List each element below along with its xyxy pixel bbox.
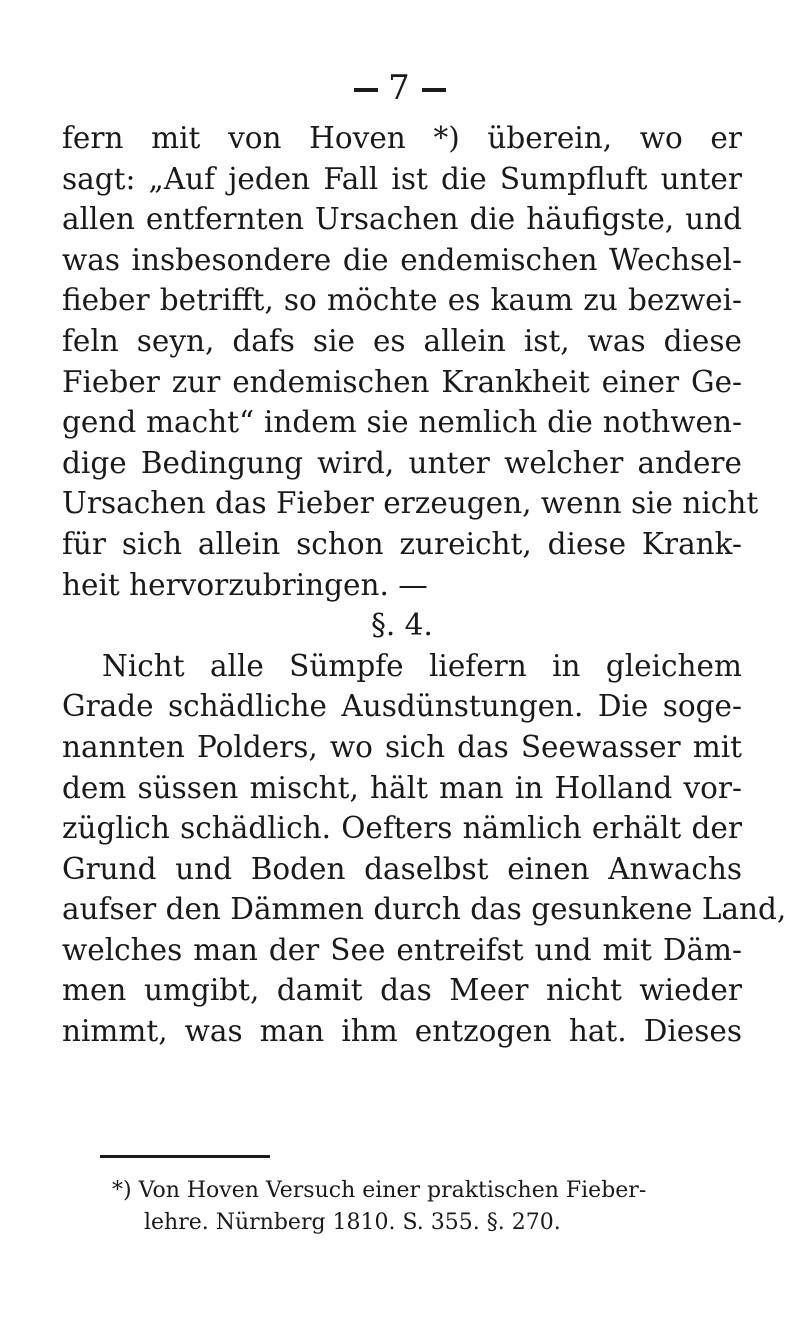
text-line: heit hervorzubringen. —: [62, 567, 428, 602]
text-line: fern mit von Hoven *) überein, wo er: [62, 121, 742, 155]
text-line: Ursachen das Fieber erzeugen, wenn sie nicht: [62, 486, 759, 521]
text-line: Nicht alle Sümpfe liefern in gleichem: [102, 648, 742, 683]
footnote-line: lehre. Nürnberg 1810. S. 355. §. 270.: [144, 1210, 561, 1235]
text-line: dem süssen mischt, hält man in Holland vor-: [62, 770, 742, 805]
text-line: aufser den Dämmen durch das gesunkene Land,: [62, 892, 787, 927]
text-line: Fieber zur endemischen Krankheit einer Ge-: [62, 364, 742, 399]
text-line: Grade schädliche Ausdünstungen. Die soge-: [62, 689, 742, 724]
text-line: feln seyn, dafs sie es allein ist, was diese: [62, 323, 742, 358]
text-line: nimmt, was man ihm entzogen hat. Dieses: [62, 1014, 742, 1049]
text-line: für sich allein schon zureicht, diese Krank-: [62, 526, 742, 561]
footnote-divider: [100, 1155, 270, 1158]
page-number: 7: [0, 68, 800, 108]
text-line: Grund und Boden daselbst einen Anwachs: [62, 851, 742, 886]
text-line: sagt: „Auf jeden Fall ist die Sumpfluft unter: [62, 161, 742, 196]
body-text: [62, 118, 787, 1052]
text-line: nannten Polders, wo sich das Seewasser mit: [62, 729, 742, 764]
footnote: [112, 1175, 712, 1239]
text-line: gend macht“ indem sie nemlich die nothwen-: [62, 405, 742, 440]
text-line: fieber betrifft, so möchte es kaum zu bezwei-: [62, 283, 742, 318]
text-line: was insbesondere die endemischen Wechsel-: [62, 242, 742, 277]
footnote-line: *) Von Hoven Versuch einer praktischen Fieber-: [112, 1178, 647, 1203]
section-heading: §. 4.: [371, 608, 433, 643]
text-line: men umgibt, damit das Meer nicht wieder: [62, 973, 742, 1008]
text-line: dige Bedingung wird, unter welcher andere: [62, 445, 742, 480]
text-line: züglich schädlich. Oefters nämlich erhält der: [62, 811, 742, 846]
text-line: welches man der See entreifst und mit Däm-: [62, 932, 742, 967]
text-line: allen entfernten Ursachen die häufigste, und: [62, 202, 742, 237]
